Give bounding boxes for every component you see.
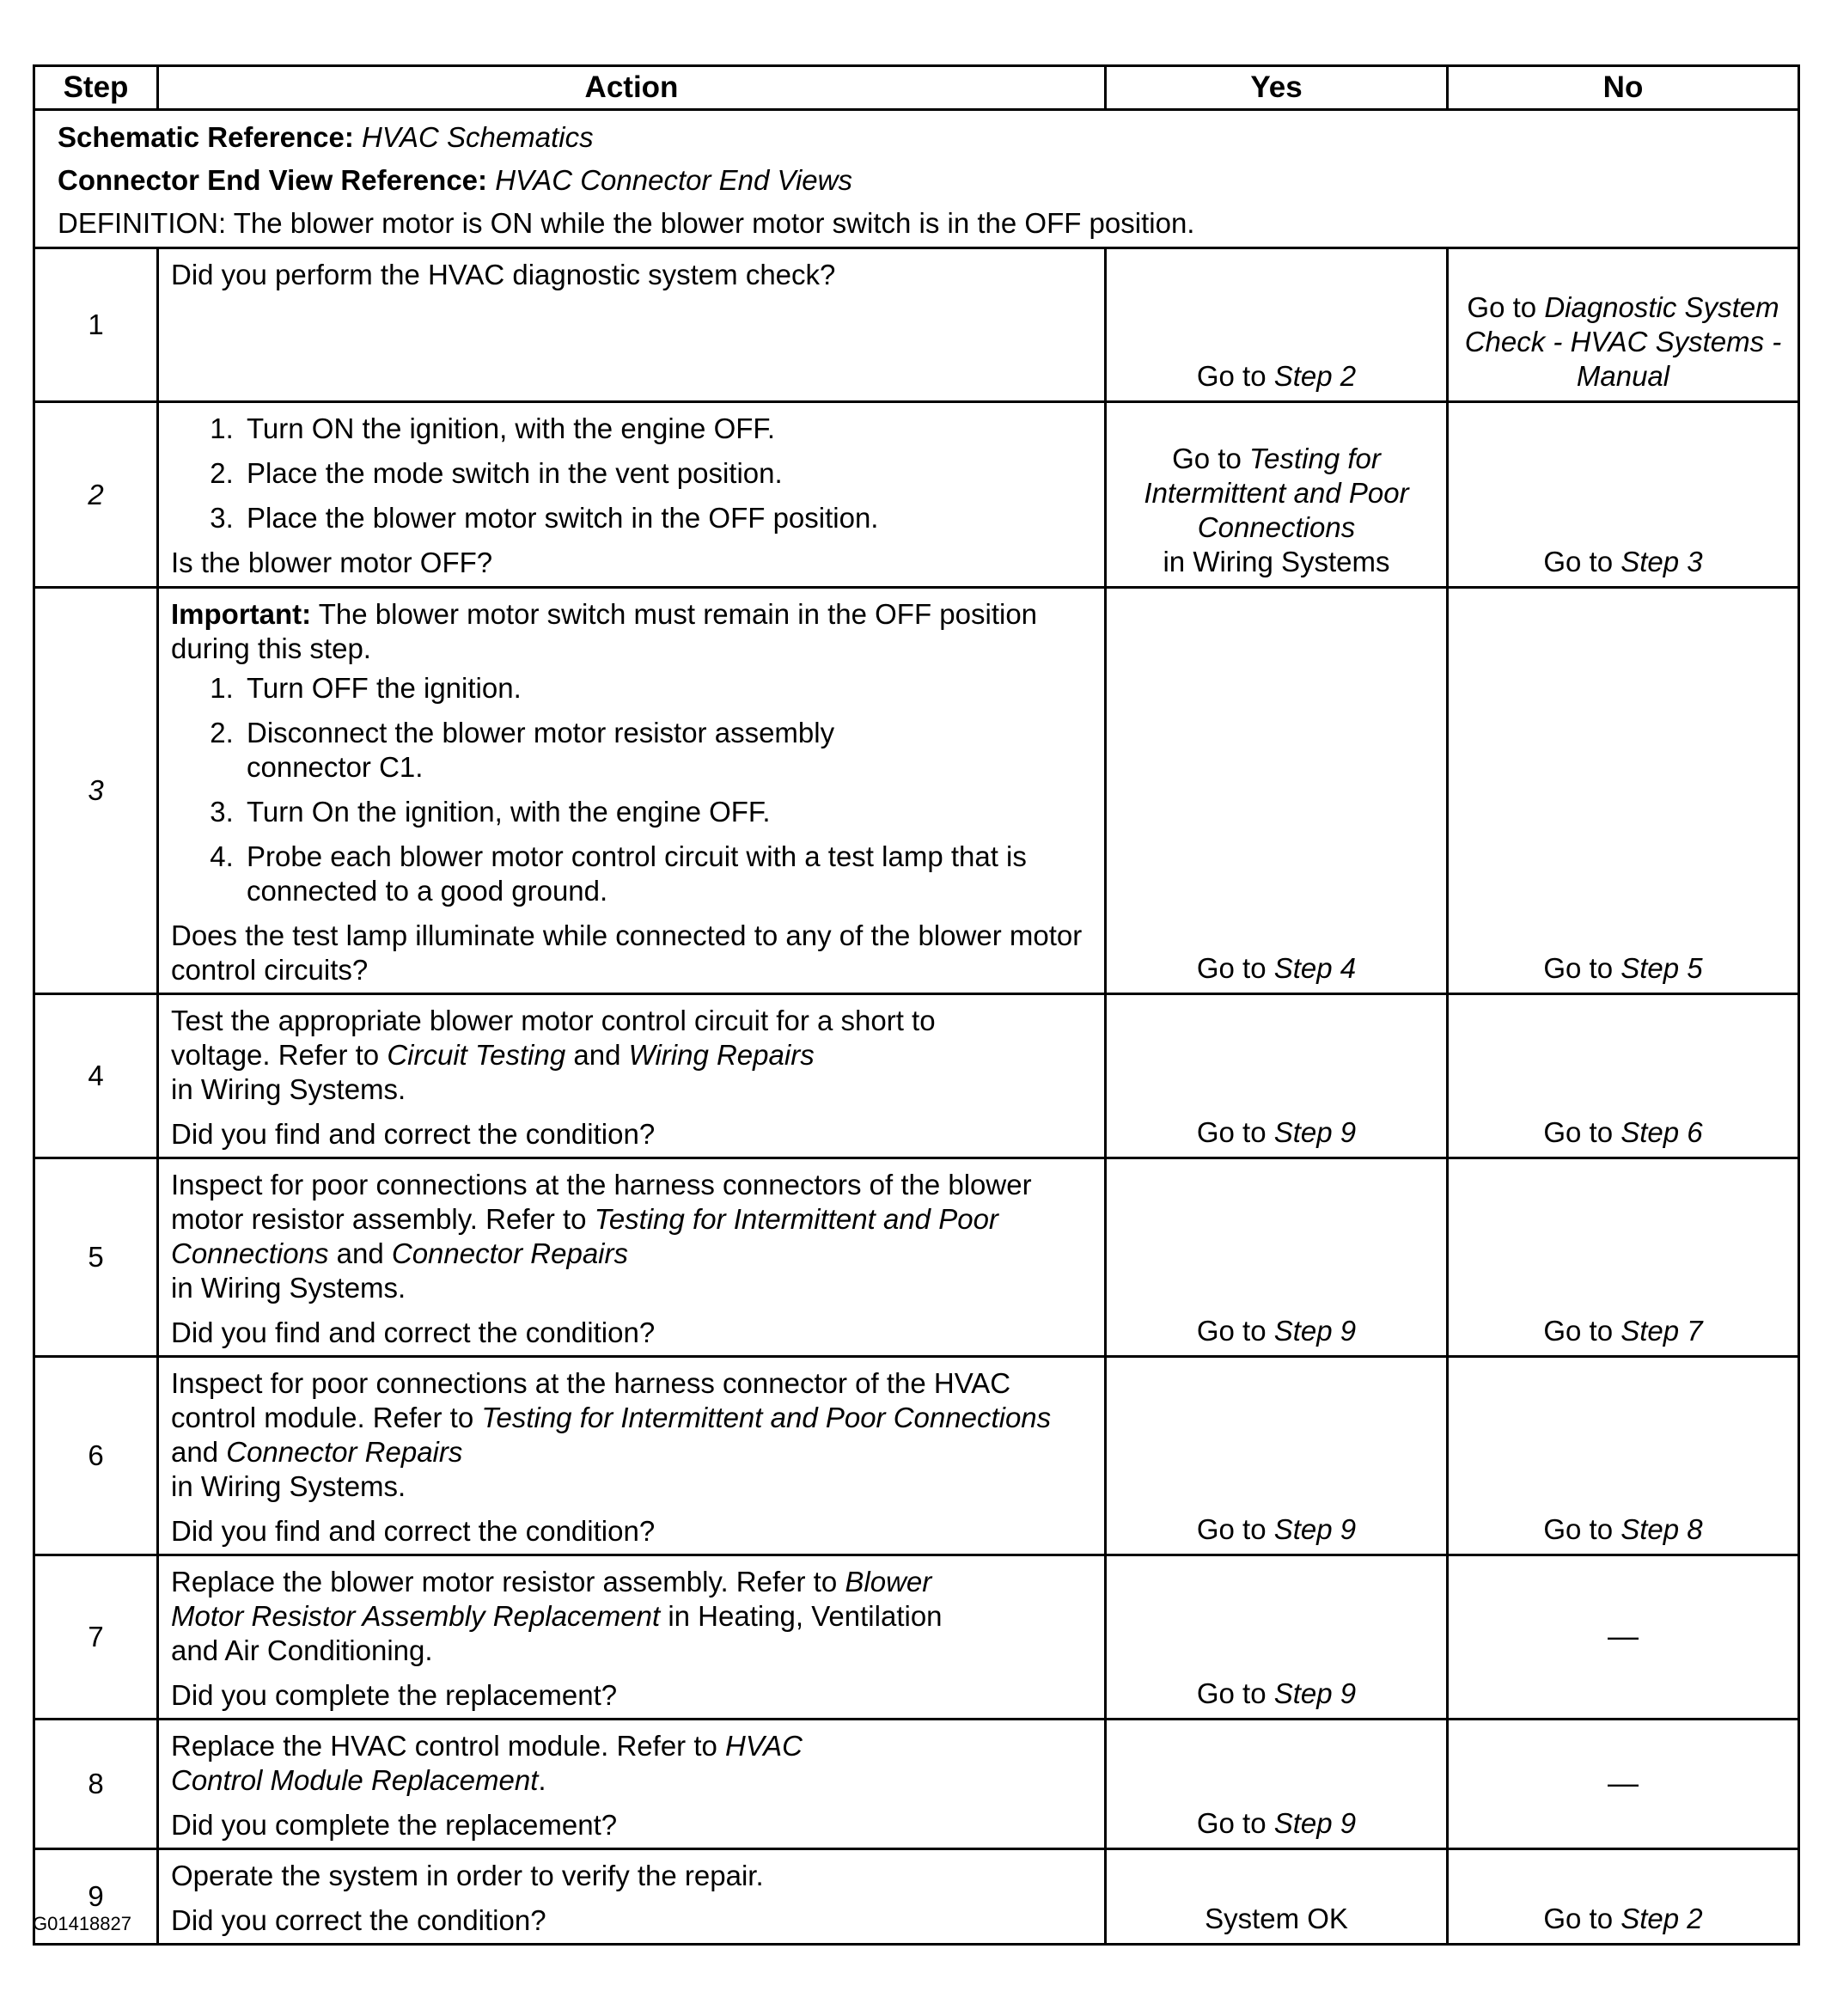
diagnostic-table-page (33, 64, 1798, 1946)
step-number: 1 (34, 248, 158, 402)
step-action (158, 1555, 1106, 1720)
header-no: No (1448, 66, 1799, 110)
step-yes: Go to Step 9 (1106, 994, 1448, 1158)
definition: DEFINITION: The blower motor is ON while the blower motor switch is in the OFF position. (58, 207, 1195, 239)
instruction: 2. Place the mode switch in the vent position. (241, 456, 1094, 491)
step-question: Did you complete the replacement? (171, 1679, 618, 1711)
step-question: Did you perform the HVAC diagnostic system check? (171, 259, 836, 290)
step-yes: Go to Step 4 (1106, 588, 1448, 994)
step-row-1 (34, 248, 1799, 402)
step-question: Is the blower motor OFF? (171, 547, 493, 578)
step-no: Go to Step 6 (1448, 994, 1799, 1158)
step-no: Go to Step 2 (1448, 1849, 1799, 1945)
figure-code: G01418827 (33, 1913, 131, 1934)
step-question: Does the test lamp illuminate while connected to any of the blower motor control circuits? (171, 919, 1083, 986)
header-action: Action (158, 66, 1106, 110)
header-row (34, 66, 1799, 110)
step-number: 3 (34, 588, 158, 994)
step-no: Go to Step 8 (1448, 1357, 1799, 1555)
step-number: 6 (34, 1357, 158, 1555)
step-number: 8 (34, 1720, 158, 1849)
step-action (158, 588, 1106, 994)
schematic-reference: Schematic Reference: HVAC Schematics (58, 121, 594, 153)
step-no: Go to Diagnostic System Check - HVAC Systems - Manual (1448, 248, 1799, 402)
step-row-8 (34, 1720, 1799, 1849)
step-row-7 (34, 1555, 1799, 1720)
step-number: 5 (34, 1158, 158, 1357)
step-number: 7 (34, 1555, 158, 1720)
step-number: 2 (34, 402, 158, 588)
instruction: 3. Turn On the ignition, with the engine OFF. (241, 795, 1094, 829)
step-question: Did you correct the condition? (171, 1904, 546, 1936)
step-action (158, 1720, 1106, 1849)
step-description: Operate the system in order to verify the repair. (171, 1860, 764, 1891)
reference-cell (34, 110, 1799, 248)
step-description: Inspect for poor connections at the harness connector of the HVAC control module. Refer to Testing for Intermittent and Poor Connections and Connector Repairs in Wiring Systems. (171, 1367, 1052, 1502)
step-no: Go to Step 5 (1448, 588, 1799, 994)
step-no: — (1448, 1555, 1799, 1720)
step-action (158, 248, 1106, 402)
instruction: 1. Turn ON the ignition, with the engine OFF. (241, 412, 1094, 446)
connector-reference: Connector End View Reference: HVAC Connector End Views (58, 164, 852, 196)
step-yes: Go to Step 9 (1106, 1357, 1448, 1555)
step-yes: Go to Step 9 (1106, 1720, 1448, 1849)
step-yes: Go to Step 2 (1106, 248, 1448, 402)
step-row-9 (34, 1849, 1799, 1945)
step-number: 9 (34, 1849, 158, 1945)
step-yes: Go to Testing for Intermittent and Poor Connections in Wiring Systems (1106, 402, 1448, 588)
header-yes: Yes (1106, 66, 1448, 110)
step-action (158, 402, 1106, 588)
step-number: 4 (34, 994, 158, 1158)
step-description: Inspect for poor connections at the harness connectors of the blower motor resistor assembly. Refer to Testing for Intermittent and Poor Connections and Connector Repairs in Wiring Systems. (171, 1169, 1032, 1304)
step-action (158, 1849, 1106, 1945)
header-step: Step (34, 66, 158, 110)
step-no: Go to Step 3 (1448, 402, 1799, 588)
step-yes: System OK (1106, 1849, 1448, 1945)
step-row-3 (34, 588, 1799, 994)
instruction: 4. Probe each blower motor control circuit with a test lamp that is connected to a good ground. (241, 840, 1094, 908)
step-description: Test the appropriate blower motor control circuit for a short to voltage. Refer to Circuit Testing and Wiring Repairs in Wiring Systems. (171, 1005, 936, 1105)
step-action (158, 1158, 1106, 1357)
step-row-6 (34, 1357, 1799, 1555)
instruction: 2. Disconnect the blower motor resistor assembly connector C1. (241, 716, 1094, 785)
step-yes: Go to Step 9 (1106, 1158, 1448, 1357)
step-yes: Go to Step 9 (1106, 1555, 1448, 1720)
reference-row (34, 110, 1799, 248)
step-row-5 (34, 1158, 1799, 1357)
step-description: Replace the blower motor resistor assembly. Refer to Blower Motor Resistor Assembly Replacement in Heating, Ventilation and Air Conditioning. (171, 1566, 943, 1666)
step-row-4 (34, 994, 1799, 1158)
step-description: Replace the HVAC control module. Refer to HVAC Control Module Replacement. (171, 1730, 803, 1796)
step-question: Did you complete the replacement? (171, 1809, 618, 1841)
important-note: Important: The blower motor switch must remain in the OFF position during this step. (171, 598, 1038, 664)
step-action (158, 1357, 1106, 1555)
step-row-2 (34, 402, 1799, 588)
instruction: 3. Place the blower motor switch in the OFF position. (241, 501, 1094, 535)
step-instructions (171, 671, 1094, 908)
step-action (158, 994, 1106, 1158)
step-no: — (1448, 1720, 1799, 1849)
step-instructions (171, 412, 1094, 535)
step-question: Did you find and correct the condition? (171, 1317, 656, 1348)
instruction: 1. Turn OFF the ignition. (241, 671, 1094, 706)
diagnostic-table (33, 64, 1800, 1946)
step-question: Did you find and correct the condition? (171, 1118, 656, 1150)
step-no: Go to Step 7 (1448, 1158, 1799, 1357)
step-question: Did you find and correct the condition? (171, 1515, 656, 1547)
